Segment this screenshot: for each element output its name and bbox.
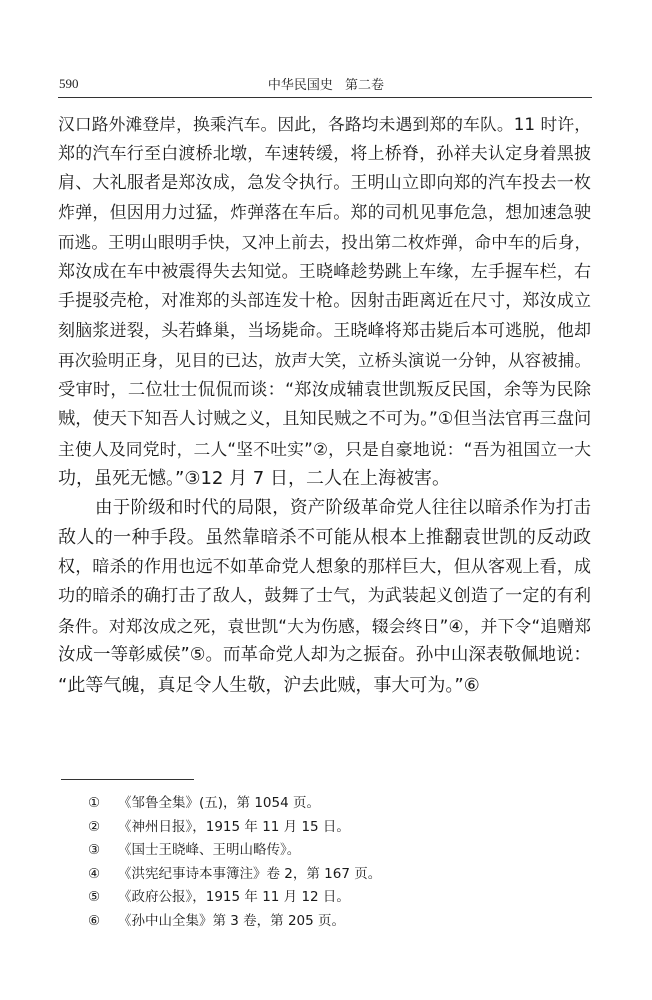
page-number: 590 [59,76,79,91]
footnote-text: 《政府公报》，1915 年 11 月 12 日。 [118,889,350,905]
header-rule [58,97,592,98]
footnotes [88,792,568,933]
footnote-text: 《洪宪纪事诗本事簿注》卷 2，第 167 页。 [118,865,382,882]
text-line: 功的暗杀的确打击了敌人，鼓舞了士气，为武装起义创造了一定的有利 [58,586,591,606]
footnote-text: 《神州日报》，1915 年 11 月 15 日。 [118,818,350,835]
footnote-marker: ⑤ [88,889,101,905]
footnote-marker: ④ [88,865,101,882]
text-line: 刻脑浆迸裂，头若蜂巢，当场毙命。王晓峰将郑击毙后本可逃脱，他却 [58,320,591,341]
footnote-text: 《孙中山全集》第 3 卷，第 205 页。 [118,912,346,929]
text-line: 主使人及同党时，二人“坚不吐实”②，只是自豪地说：“吾为祖国立一大 [58,438,591,459]
footnote [88,792,568,816]
text-line: 炸弹，但因用力过猛，炸弹落在车后。郑的司机见事危急，想加速急驶 [58,202,591,223]
footnote-text: 《邹鲁全集》(五)，第 1054 页。 [118,795,320,811]
body-text [58,110,591,700]
text-line: 敌人的一种手段。虽然靠暗杀不可能从根本上推翻袁世凯的反动政 [58,527,591,548]
text-line-paragraph-start: 由于阶级和时代的局限，资产阶级革命党人往往以暗杀作为打击 [95,497,591,518]
text-line: 郑的汽车行至白渡桥北墩，车速转缓，将上桥脊，孙祥夫认定身着黑披 [58,143,591,164]
text-line: 汝成一等彰威侯”⑤。而革命党人却为之振奋。孙中山深表敬佩地说： [58,645,591,665]
text-line: 而逃。王明山眼明手快，又冲上前去，投出第二枚炸弹，命中车的后身， [58,233,591,252]
footnote-marker: ③ [88,842,101,858]
text-line: 肩、大礼服者是郑汝成，急发令执行。王明山立即向郑的汽车投去一枚 [58,173,591,193]
footnote [88,816,568,840]
footnote-marker: ⑥ [88,912,101,929]
text-line: 条件。对郑汝成之死，袁世凯“大为伤感，辍会终日”④，并下令“追赠郑 [58,615,591,636]
footnote [88,863,568,887]
footnote-text: 《国士王晓峰、王明山略传》。 [118,842,301,858]
text-line: 再次验明正身，见目的已达，放声大笑，立桥头演说一分钟，从容被捕。 [58,351,591,370]
running-title: 中华民国史 第二卷 [267,78,385,93]
footnote-rule [61,779,194,780]
footnote-marker: ② [88,818,101,835]
text-line: 贼，使天下知吾人讨贼之义，且知民贼之不可为。”①但当法官再三盘问 [58,409,591,429]
footnote-marker: ① [88,795,101,811]
text-line: 功，虽死无憾。”③12 月 7 日，二人在上海被害。 [58,468,450,489]
text-line: 权，暗杀的作用也远不如革命党人想象的那样巨大，但从客观上看，成 [58,556,591,577]
text-line: “此等气魄，真足令人生敬，沪去此贼，事大可为。”⑥ [58,674,480,696]
text-line: 手提驳壳枪，对准郑的头部连发十枪。因射击距离近在尺寸，郑汝成立 [58,291,591,311]
footnote [88,910,568,934]
text-line: 郑汝成在车中被震得失去知觉。王晓峰趁势跳上车缘，左手握车栏，右 [58,261,591,282]
footnote [88,886,568,910]
footnote [88,839,568,863]
text-line: 受审时，二位壮士侃侃而谈：“郑汝成辅袁世凯叛反民国，余等为民除 [58,379,591,400]
text-line: 汉口路外滩登岸，换乘汽车。因此，各路均未遇到郑的车队。11 时许， [58,114,591,134]
